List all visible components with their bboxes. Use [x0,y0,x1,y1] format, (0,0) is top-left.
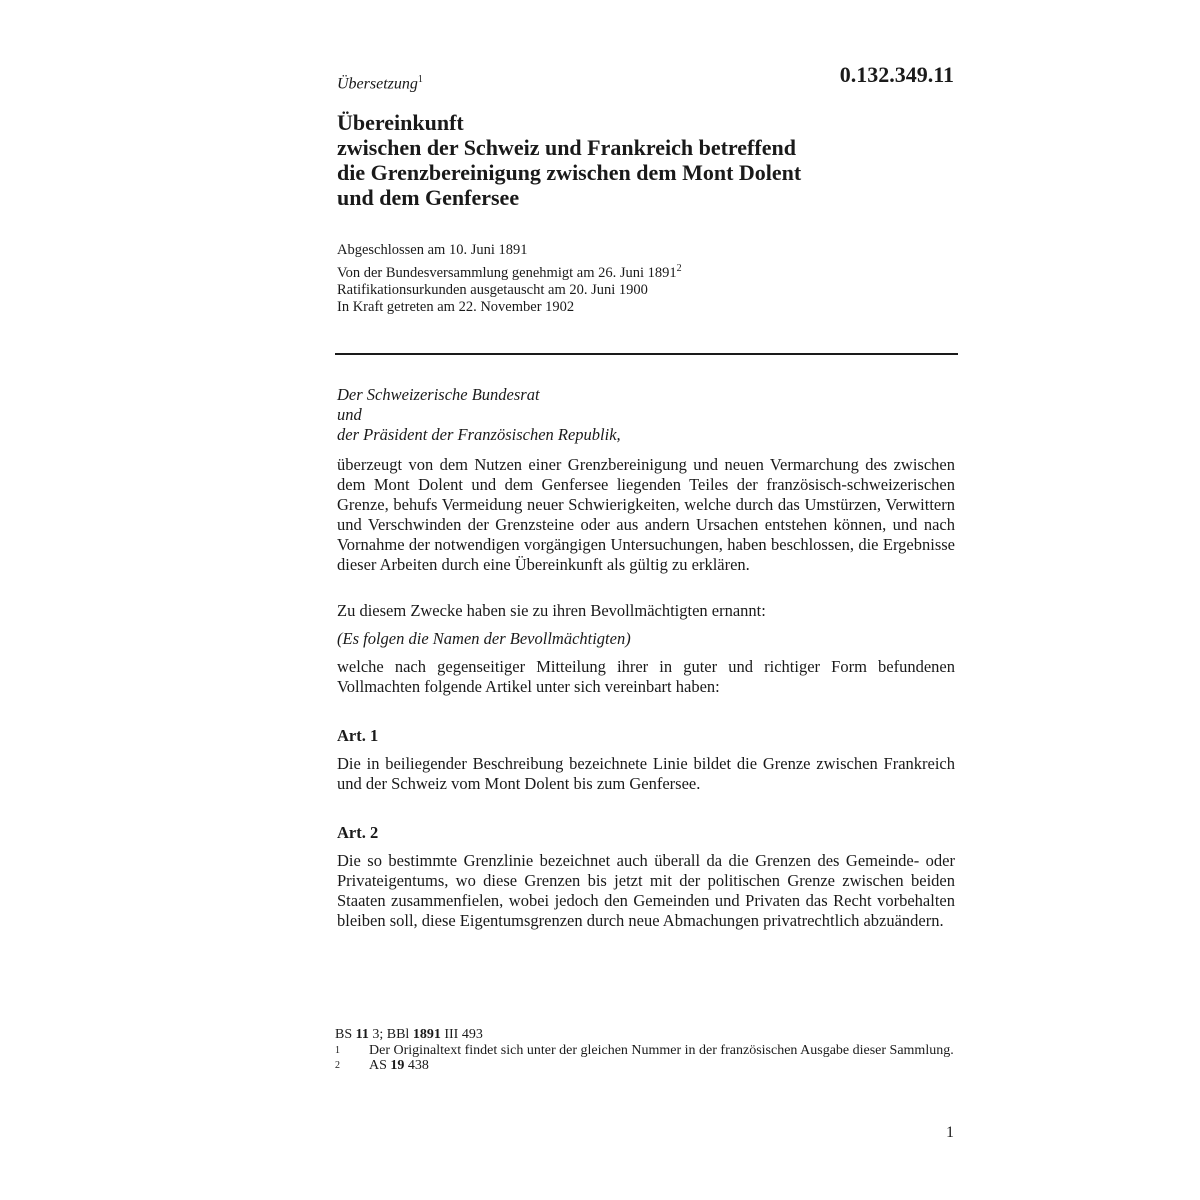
footnote-2 [335,1058,955,1074]
article-2-heading: Art. 2 [337,823,379,842]
article-1-heading: Art. 1 [337,726,379,745]
ratified-date: Ratifikationsurkunden ausgetauscht am 20. Juni 1900 [337,281,648,298]
preamble-paragraph-1: überzeugt von dem Nutzen einer Grenzbereinigung und neuen Vermarchung des zwischen dem Mont Dolent und dem Genfersee liegenden Teiles der französisch-schweizerischen Grenze, behufs Vermeidung neuer Schwierigkeiten, welche durch das Umstürzen, Verwittern und Verschwinden der Grenzsteine oder aus andern Ursachen entstehen können, und nach Vornahme der notwendigen vorgängigen Untersuchungen, haben beschlossen, die Ergebnisse dieser Arbeiten durch eine Übereinkunft als gültig zu erklären. [337,455,955,574]
source-bbl-rest: III 493 [444,1027,483,1042]
preamble-paragraph-2: Zu diesem Zwecke haben sie zu ihren Bevollmächtigten ernannt: [337,601,766,620]
footnote-2-text [369,1058,955,1074]
source-bs: BS [335,1027,353,1042]
translation-label-text: Übersetzung [337,75,418,93]
party-2: der Präsident der Französischen Republik, [337,425,621,444]
footnote-2-page: 438 [407,1058,429,1073]
preamble-paragraph-3: welche nach gegenseitiger Mitteilung ihrer in guter und richtiger Form befundenen Vollmachten folgende Artikel unter sich vereinbart haben: [337,657,955,696]
title-line-3: die Grenzbereinigung zwischen dem Mont Dolent [337,160,802,185]
article-2-text: Die so bestimmte Grenzlinie bezeichnet auch überall da die Grenzen des Gemeinde- oder Privateigentums, wo diese Grenzen bis jetzt mit der politischen Grenze zwischen beiden Staaten zusammenfielen, wobei jedoch den Gemeinden und Privaten das Recht vorbehalten bleiben soll, diese Eigentumsgrenzen durch neue Abmachungen privatrechtlich abzuändern. [337,851,955,930]
party-1: Der Schweizerische Bundesrat [337,385,540,404]
approved-date-text: Von der Bundesversammlung genehmigt am 26. Juni 1891 [337,264,677,281]
source-bs-volume: 11 [355,1027,369,1042]
footnote-2-volume: 19 [390,1058,405,1073]
footnote-ref-2[interactable]: 2 [676,262,682,274]
title-line-4: und dem Genfersee [337,185,520,210]
translation-label [337,74,423,93]
footnote-1-text: Der Originaltext findet sich unter der gleichen Nummer in der französischen Ausgabe dieser Sammlung. [369,1042,954,1058]
footnote-2-number: 2 [335,1060,340,1071]
article-1-text: Die in beiliegender Beschreibung bezeichnete Linie bildet die Grenze zwischen Frankreich und der Schweiz vom Mont Dolent bis zum Genfersee. [337,754,955,793]
in-force-date: In Kraft getreten am 22. November 1902 [337,299,575,316]
footnote-1-number: 1 [335,1044,340,1056]
sr-number: 0.132.349.11 [839,62,954,87]
source-bs-page: 3; BBl [372,1027,410,1042]
plenipotentiaries-note: (Es folgen die Namen der Bevollmächtigten) [337,629,631,648]
footnote-1 [335,1043,955,1059]
document-title [337,110,957,210]
party-conjunction: und [337,405,362,424]
page-number: 1 [946,1124,954,1141]
footnote-2-prefix: AS [369,1058,387,1073]
title-line-2: zwischen der Schweiz und Frankreich betreffend [337,135,796,160]
source-bbl-year: 1891 [412,1027,441,1042]
treaty-dates [337,242,682,317]
footnote-ref-1[interactable]: 1 [417,74,423,85]
header-divider [335,353,958,355]
approved-date [337,260,682,282]
footnotes [335,1027,955,1074]
source-reference [335,1027,955,1043]
contracting-parties [337,385,955,445]
title-line-1: Übereinkunft [337,110,464,135]
concluded-date: Abgeschlossen am 10. Juni 1891 [337,242,528,258]
